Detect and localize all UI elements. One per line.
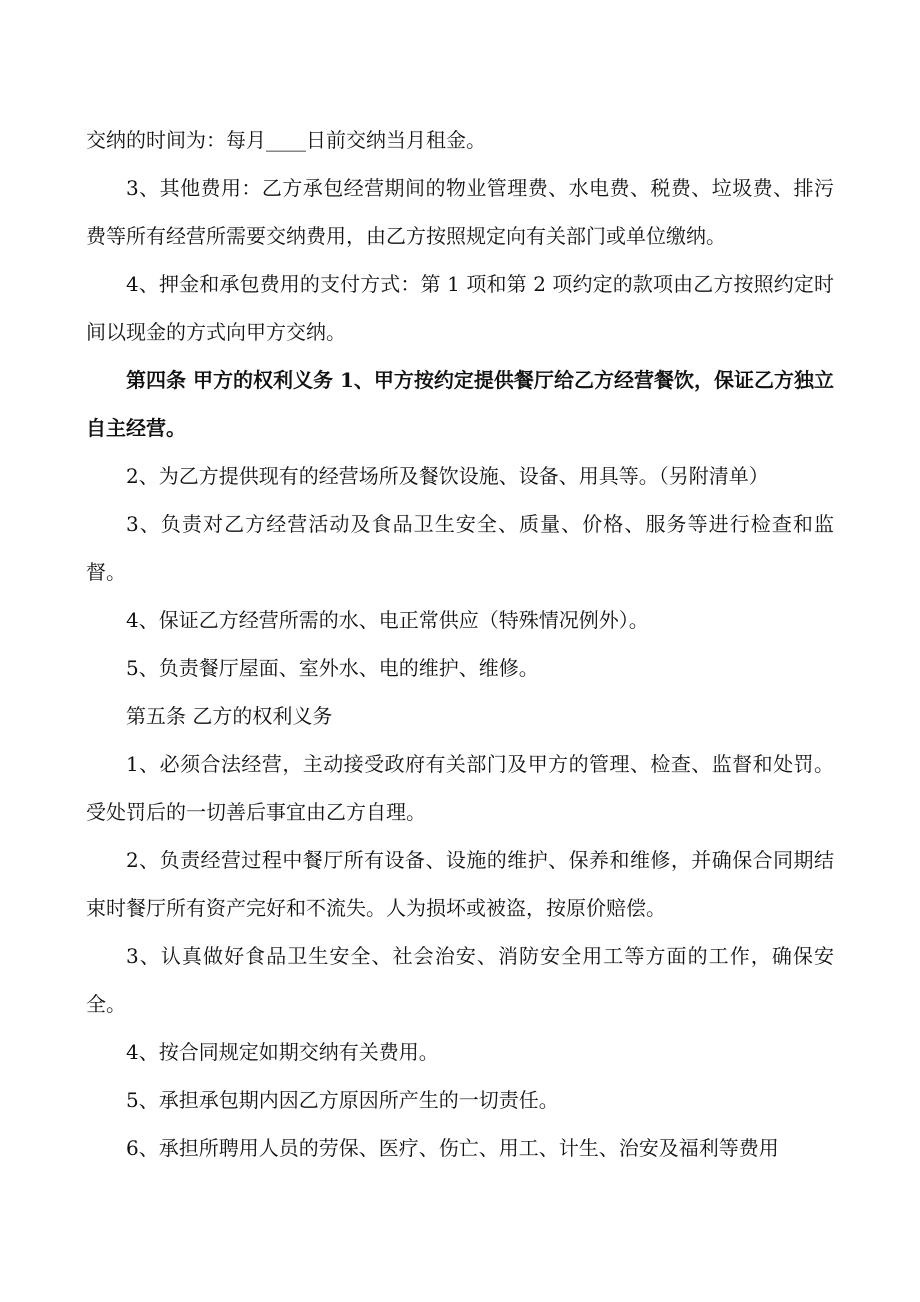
article-5-heading: 第五条 乙方的权利义务 (126, 704, 333, 728)
article-5-item-1: 1、必须合法经营，主动接受政府有关部门及甲方的管理、检查、监督和处罚。受处罚后的一切善后事宜由乙方自理。 (86, 752, 834, 824)
paragraph-other-fees: 3、其他费用：乙方承包经营期间的物业管理费、水电费、税费、垃圾费、排污费等所有经营所需要交纳费用，由乙方按照规定向有关部门或单位缴纳。 (86, 176, 834, 248)
article-4-item-3: 3、负责对乙方经营活动及食品卫生安全、质量、价格、服务等进行检查和监督。 (86, 512, 834, 584)
article-4-heading: 第四条 甲方的权利义务 1、甲方按约定提供餐厅给乙方经营餐饮，保证乙方独立自主经营。 (86, 368, 834, 440)
article-4-item-4: 4、保证乙方经营所需的水、电正常供应（特殊情况例外）。 (126, 608, 649, 632)
paragraph-rent-due-date: 交纳的时间为：每月____日前交纳当月租金。 (86, 128, 486, 152)
article-5-item-6: 6、承担所聘用人员的劳保、医疗、伤亡、用工、计生、治安及福利等费用 (126, 1136, 779, 1160)
article-5-item-4: 4、按合同规定如期交纳有关费用。 (126, 1040, 439, 1064)
paragraph-payment-method: 4、押金和承包费用的支付方式：第 1 项和第 2 项约定的款项由乙方按照约定时间以现金的方式向甲方交纳。 (86, 272, 834, 344)
article-5-item-5: 5、承担承包期内因乙方原因所产生的一切责任。 (126, 1088, 559, 1112)
article-4-item-5: 5、负责餐厅屋面、室外水、电的维护、维修。 (126, 656, 539, 680)
article-4-item-2: 2、为乙方提供现有的经营场所及餐饮设施、设备、用具等。（另附清单） (126, 464, 769, 488)
article-5-item-2: 2、负责经营过程中餐厅所有设备、设施的维护、保养和维修，并确保合同期结束时餐厅所有资产完好和不流失。人为损坏或被盗，按原价赔偿。 (86, 848, 834, 920)
article-5-item-3: 3、认真做好食品卫生安全、社会治安、消防安全用工等方面的工作，确保安全。 (86, 944, 834, 1016)
